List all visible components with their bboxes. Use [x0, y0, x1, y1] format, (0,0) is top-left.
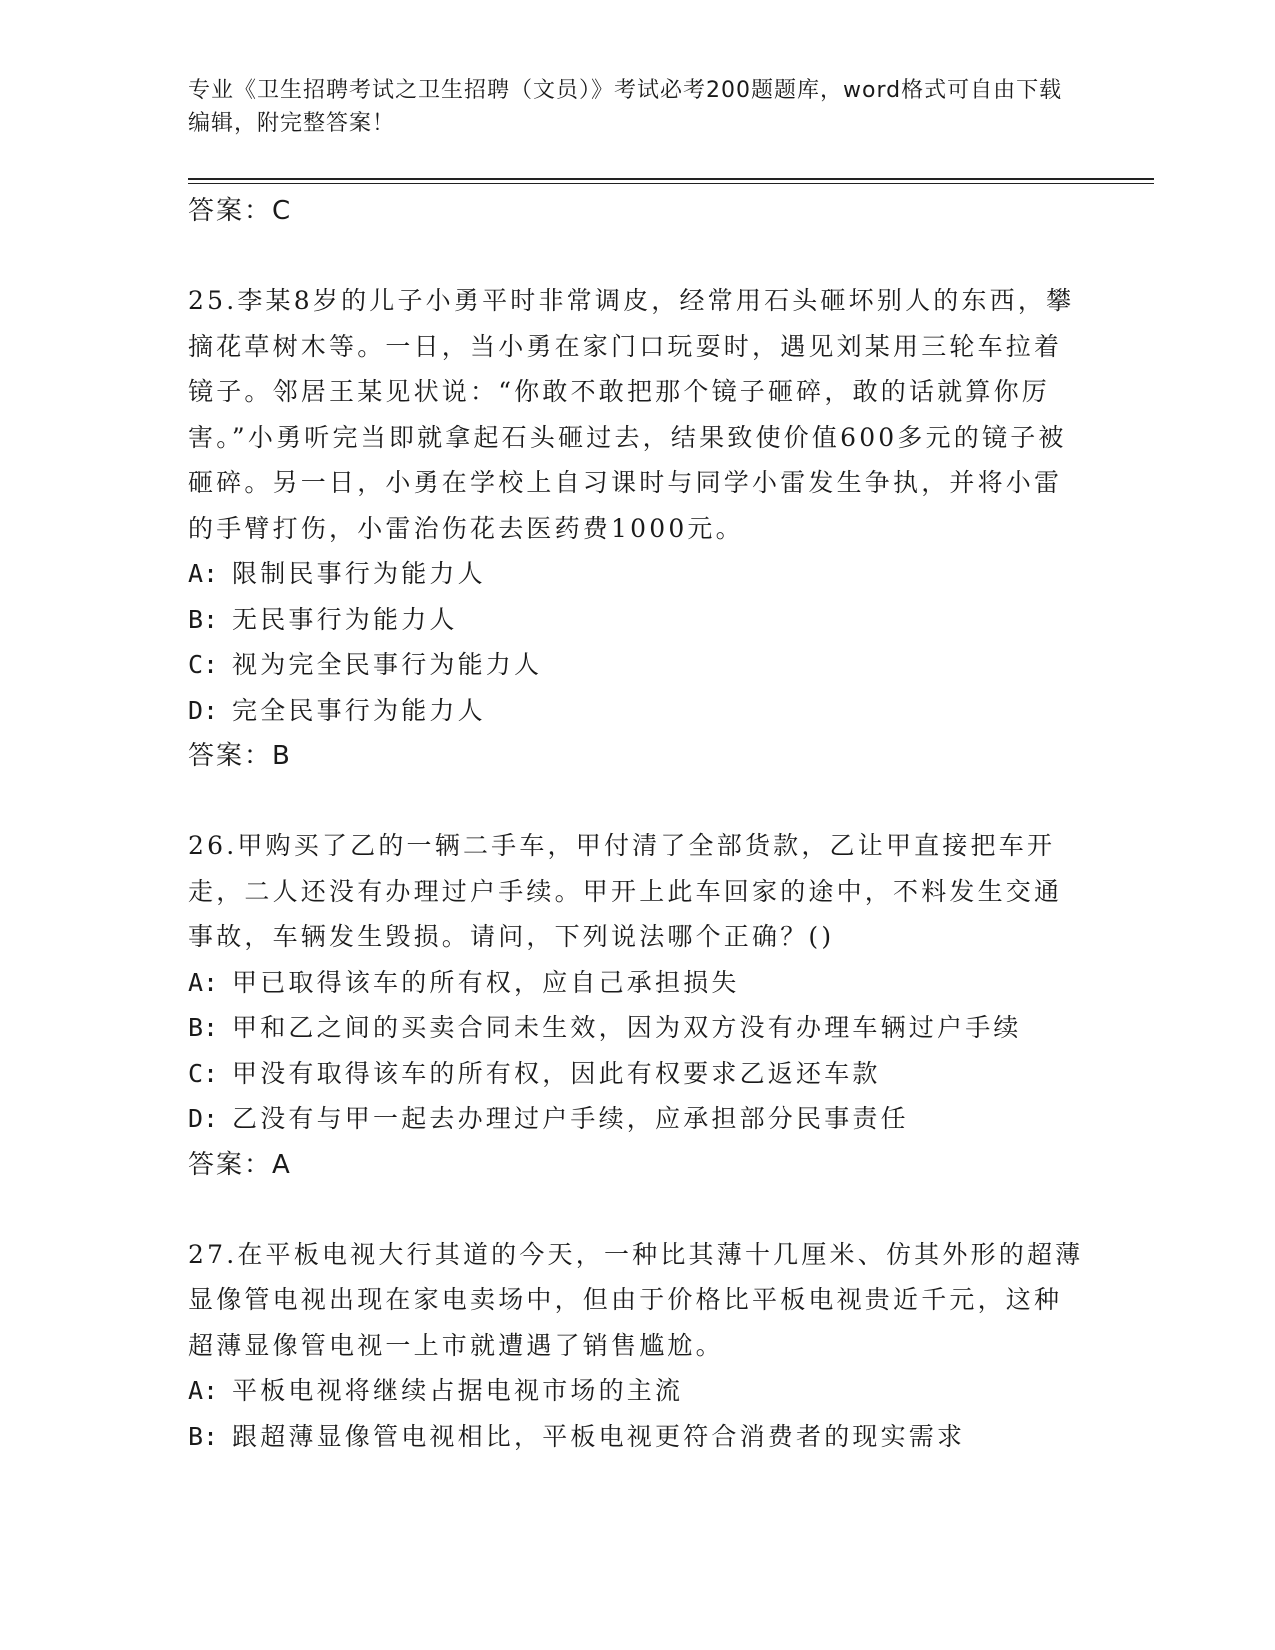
answer-line: 答案：A: [188, 1149, 292, 1180]
question-stem: 26.甲购买了乙的一辆二手车，甲付清了全部货款，乙让甲直接把车开走，二人还没有办理过户手续。甲开上此车回家的途中，不料发生交通事故，车辆发生毁损。请问，下列说法哪个正确？(): [188, 831, 1063, 951]
option-text: 甲和乙之间的买卖合同未生效，因为双方没有办理车辆过户手续: [232, 1013, 1022, 1042]
option-letter: A:: [188, 559, 219, 588]
question-stem: 27.在平板电视大行其道的今天，一种比其薄十几厘米、仿其外形的超薄显像管电视出现在家电卖场中，但由于价格比平板电视贵近千元，这种超薄显像管电视一上市就遭遇了销售尴尬。: [188, 1239, 1084, 1360]
option-text: 视为完全民事行为能力人: [232, 650, 543, 679]
spacer: [188, 1188, 1088, 1232]
option-letter: B:: [188, 604, 219, 634]
option-d: [188, 1096, 1088, 1142]
option-b: [188, 597, 1088, 643]
option-text: 甲已取得该车的所有权，应自己承担损失: [232, 967, 740, 997]
answer-line: 答案：C: [188, 196, 293, 226]
option-letter: C:: [188, 650, 219, 679]
option-text: 平板电视将继续占据电视市场的主流: [232, 1376, 684, 1405]
option-text: 无民事行为能力人: [232, 604, 458, 634]
option-letter: D:: [188, 695, 219, 725]
question-27: [188, 1232, 1088, 1460]
option-text: 甲没有取得该车的所有权，因此有权要求乙返还车款: [232, 1058, 881, 1088]
option-letter: C:: [188, 1058, 219, 1088]
option-a: [188, 1368, 1088, 1414]
option-letter: A:: [188, 1376, 219, 1405]
header-divider-thick: [188, 178, 1154, 180]
option-letter: B:: [188, 1013, 219, 1042]
answer-line: 答案：B: [188, 741, 292, 771]
spacer: [188, 779, 1088, 823]
question-25: [188, 278, 1088, 779]
option-text: 完全民事行为能力人: [232, 695, 486, 725]
option-text: 限制民事行为能力人: [232, 559, 486, 588]
spacer: [188, 234, 1088, 278]
question-26: [188, 823, 1088, 1188]
document-header: 专业《卫生招聘考试之卫生招聘（文员）》考试必考200题题库，word格式可自由下载编辑，附完整答案！: [188, 78, 1063, 136]
option-text: 乙没有与甲一起去办理过户手续，应承担部分民事责任: [232, 1104, 909, 1133]
option-letter: B:: [188, 1421, 219, 1451]
option-letter: A:: [188, 967, 219, 997]
header-divider-thin: [188, 183, 1154, 184]
option-c: [188, 642, 1088, 688]
option-a: [188, 551, 1088, 597]
option-b: [188, 1414, 1088, 1460]
question-stem: 25.李某8岁的儿子小勇平时非常调皮，经常用石头砸坏别人的东西，攀摘花草树木等。一日，当小勇在家门口玩耍时，遇见刘某用三轮车拉着镜子。邻居王某见状说：“你敢不敢把那个镜子砸碎，敢的话就算你厉害。”小勇听完当即就拿起石头砸过去，结果致使价值600多元的镜子被砸碎。另一日，小勇在学校上自习课时与同学小雷发生争执，并将小雷的手臂打伤，小雷治伤花去医药费1000元。: [188, 286, 1075, 543]
option-letter: D:: [188, 1104, 219, 1133]
document-content: [188, 188, 1088, 1459]
option-text: 跟超薄显像管电视相比，平板电视更符合消费者的现实需求: [232, 1421, 966, 1451]
option-c: [188, 1051, 1088, 1097]
option-b: [188, 1005, 1088, 1051]
option-d: [188, 688, 1088, 734]
option-a: [188, 960, 1088, 1006]
